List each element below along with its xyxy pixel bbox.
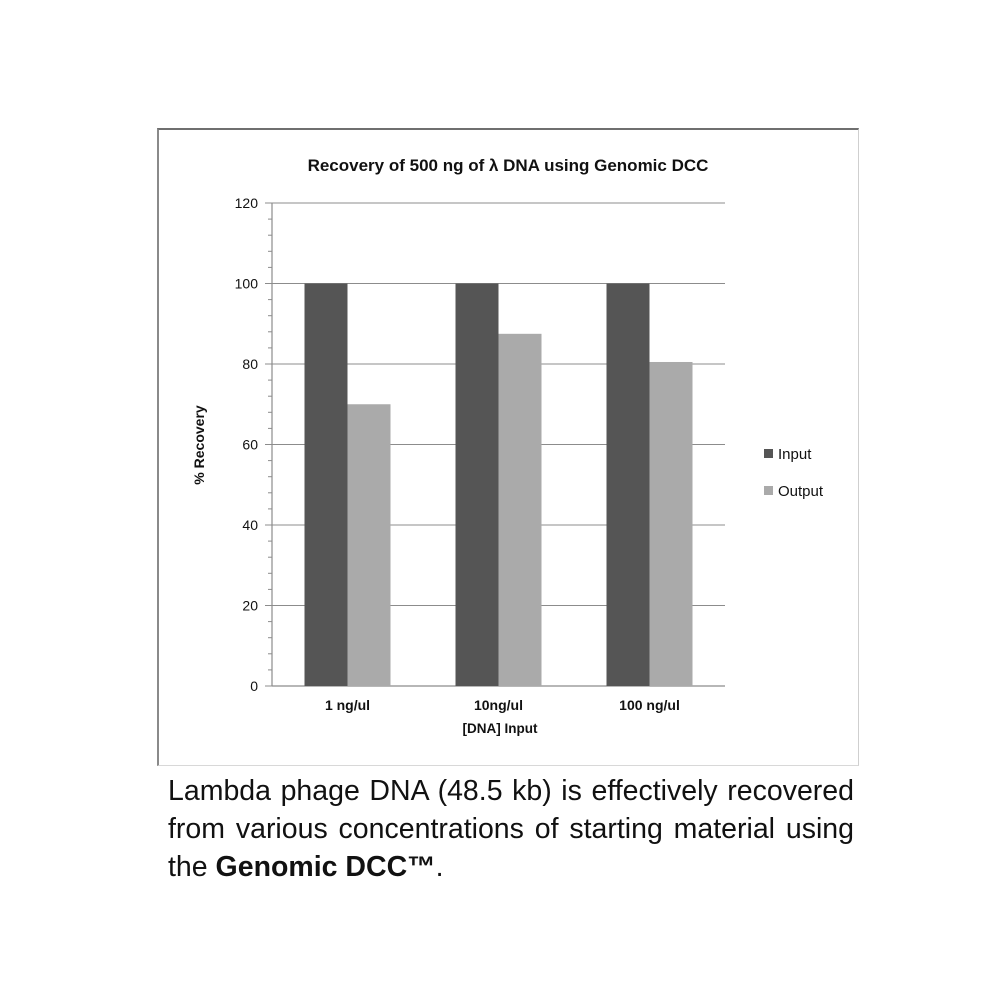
x-axis-title: [DNA] Input [462, 721, 538, 736]
y-tick-label: 20 [242, 597, 258, 614]
legend [764, 446, 824, 500]
bar-input-1 [305, 284, 348, 687]
bar-input-3 [607, 284, 650, 687]
bar-input-2 [456, 284, 499, 687]
y-tick-label: 0 [250, 678, 258, 694]
x-tick-label: 1 ng/ul [324, 697, 371, 713]
chart-title: Recovery of 500 ng of λ DNA using Genomic DCC [307, 156, 709, 175]
bars [305, 284, 693, 687]
legend-label-output: Output [778, 483, 824, 500]
figure-caption [168, 772, 854, 886]
x-tick-label: 10ng/ul [473, 697, 524, 713]
caption-text: Lambda phage DNA (48.5 kb) is effectively recovered from various concentrations of starting material using the [168, 775, 854, 883]
x-tick-label: 100 ng/ul [619, 697, 680, 713]
bar-output-2 [499, 334, 542, 686]
y-axis-title: % Recovery [191, 405, 207, 485]
y-tick-label: 120 [234, 195, 258, 211]
bar-output-1 [348, 404, 391, 686]
caption-end: . [435, 851, 444, 883]
y-tick-label: 40 [242, 517, 258, 533]
y-tick-label: 100 [234, 275, 258, 292]
y-tick-label: 80 [242, 356, 258, 372]
y-tick-label: 60 [242, 436, 258, 453]
legend-swatch-output [764, 486, 773, 495]
legend-label-input: Input [778, 446, 812, 463]
bar-output-3 [650, 362, 693, 686]
legend-swatch-input [764, 449, 773, 458]
caption-product-name: Genomic DCC™ [215, 851, 436, 883]
